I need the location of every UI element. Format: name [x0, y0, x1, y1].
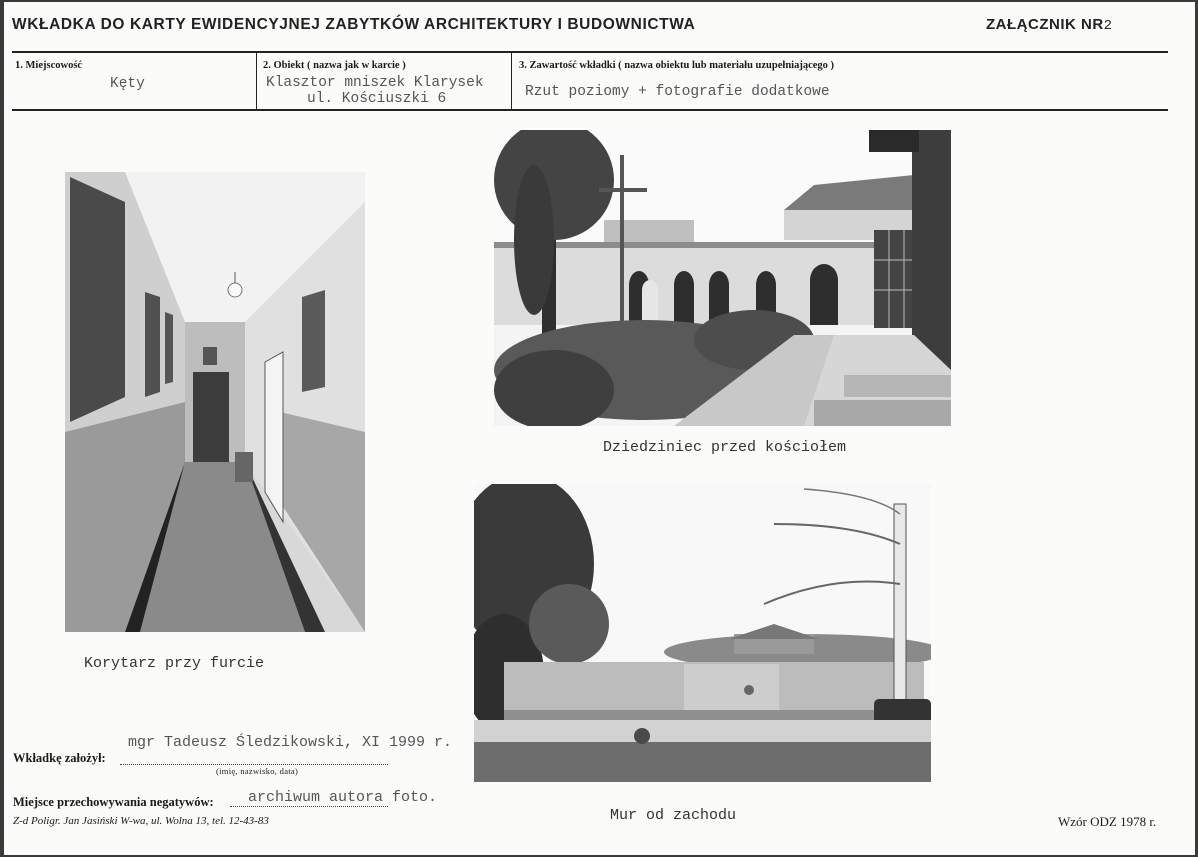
- contents-label: 3. Zawartość wkładki ( nazwa obiektu lub materiału uzupełniającego ): [519, 60, 835, 71]
- author-typed: mgr Tadeusz Śledzikowski, XI 1999 r.: [128, 734, 453, 751]
- table-divider-2: [511, 52, 512, 110]
- locality-label: 1. Miejscowość: [15, 60, 83, 71]
- wall-photo: [474, 484, 931, 782]
- annex-label-text: ZAŁĄCZNIK NR: [986, 16, 1104, 33]
- annex-number: 2: [1103, 18, 1113, 34]
- table-divider-1: [256, 52, 257, 110]
- locality-value: Kęty: [110, 76, 145, 92]
- negatives-label: Miejsce przechowywania negatywów:: [13, 795, 214, 809]
- author-hint: (imię, nazwisko, data): [216, 766, 299, 776]
- object-value-line1: Klasztor mniszek Klarysek: [266, 75, 484, 91]
- wall-caption: Mur od zachodu: [610, 807, 737, 824]
- courtyard-image: [494, 130, 951, 426]
- wall-image: [474, 484, 931, 782]
- printer-info: Z-d Poligr. Jan Jasiński W-wa, ul. Wolna 13, tel. 12-43-83: [13, 815, 269, 827]
- contents-value: Rzut poziomy + fotografie dodatkowe: [525, 84, 830, 100]
- form-sheet: [4, 2, 1195, 855]
- table-top-rule: [12, 51, 1168, 53]
- form-title: WKŁADKA DO KARTY EWIDENCYJNEJ ZABYTKÓW ARCHITEKTURY I BUDOWNICTWA: [12, 16, 696, 33]
- object-value-line2: ul. Kościuszki 6: [307, 91, 447, 107]
- negatives-value: archiwum autora foto.: [248, 789, 438, 806]
- annex-label: [986, 16, 1113, 34]
- courtyard-photo: [494, 130, 951, 426]
- author-label: Wkładkę założył:: [13, 751, 106, 765]
- courtyard-caption: Dziedziniec przed kościołem: [603, 439, 847, 456]
- author-dotted-line: [120, 754, 388, 765]
- corridor-image: [65, 172, 365, 632]
- corridor-photo: [65, 172, 365, 632]
- corridor-caption: Korytarz przy furcie: [84, 655, 265, 672]
- object-label: 2. Obiekt ( nazwa jak w karcie ): [263, 60, 406, 71]
- form-pattern: Wzór ODZ 1978 r.: [1058, 814, 1157, 829]
- table-bottom-rule: [12, 109, 1168, 111]
